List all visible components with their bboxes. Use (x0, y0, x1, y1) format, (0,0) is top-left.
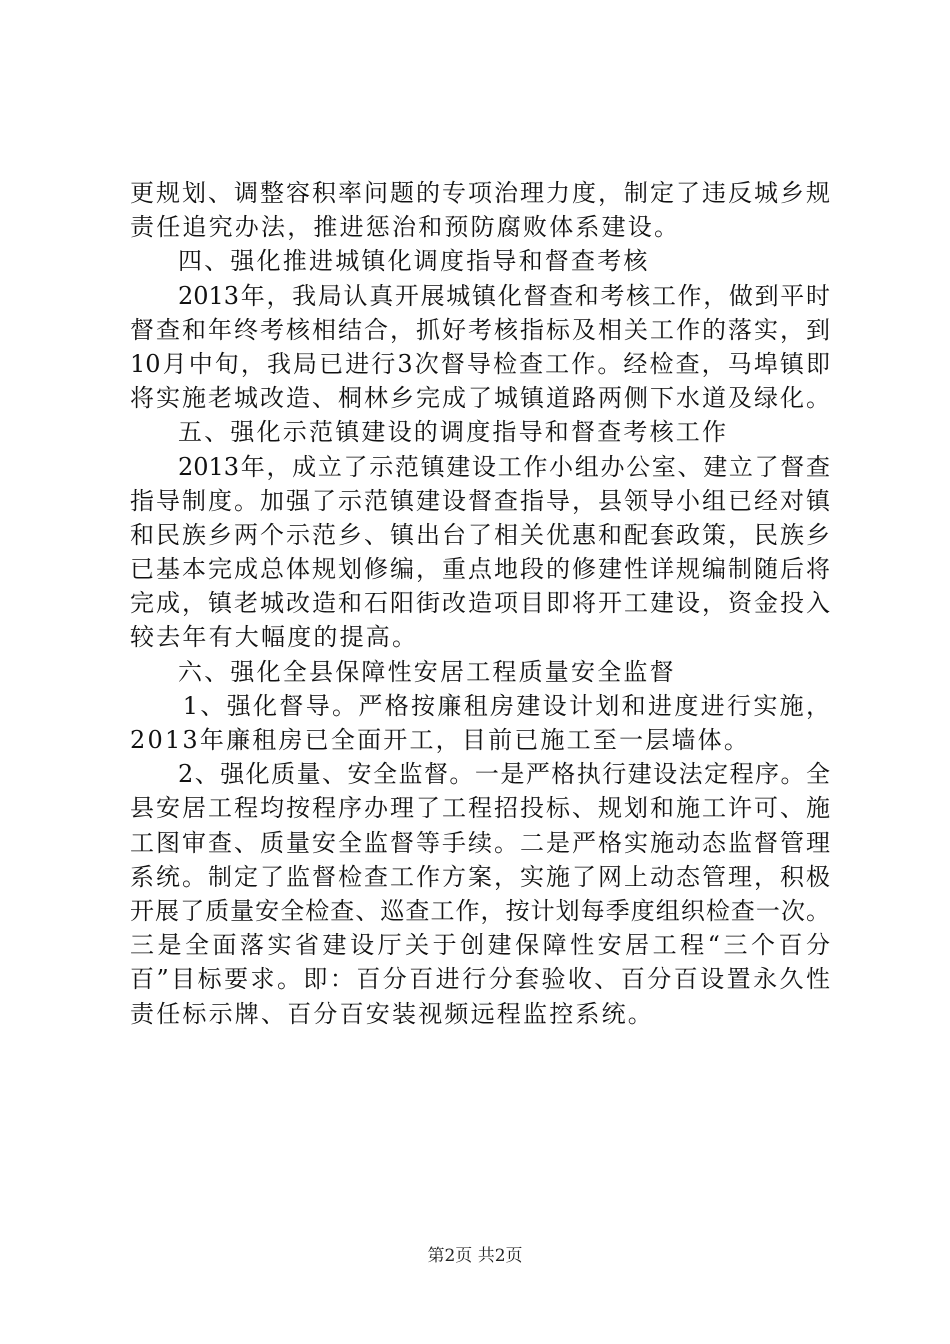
text-line: 系统。制定了监督检查工作方案，实施了网上动态管理，积极 (130, 862, 830, 891)
text-line: 五、强化示范镇建设的调度指导和督查考核工作 (178, 418, 729, 447)
text-line: 更规划、调整容积率问题的专项治理力度，制定了违反城乡规 (130, 179, 830, 207)
text-line: 完成，镇老城改造和石阳街改造项目即将开工建设，资金投入 (130, 589, 830, 618)
text-line: 指导制度。加强了示范镇建设督查指导，县领导小组已经对镇 (130, 486, 830, 515)
text-line: 工图审查、质量安全监督等手续。二是严格实施动态监督管理 (130, 828, 830, 857)
text-line: 2013年，我局认真开展城镇化督查和考核工作，做到平时 (178, 281, 830, 310)
text-line: 责任标示牌、百分百安装视频远程监控系统。 (130, 999, 654, 1028)
text-line: 责任追究办法，推进惩治和预防腐败体系建设。 (130, 213, 681, 242)
text-line: 2013年，成立了示范镇建设工作小组办公室、建立了督查 (178, 452, 830, 481)
text-line: 10月中旬，我局已进行3次督导检查工作。经检查，马埠镇即 (130, 349, 830, 378)
text-line: 较去年有大幅度的提高。 (130, 623, 419, 652)
text-line: 和民族乡两个示范乡、镇出台了相关优惠和配套政策，民族乡 (130, 520, 830, 549)
text-line: 已基本完成总体规划修编，重点地段的修建性详规编制随后将 (130, 555, 830, 584)
text-line: 督查和年终考核相结合，抓好考核指标及相关工作的落实，到 (130, 315, 830, 344)
text-line: 六、强化全县保障性安居工程质量安全监督 (178, 657, 676, 686)
document-body (130, 176, 830, 1031)
text-line: 将实施老城改造、桐林乡完成了城镇道路两侧下水道及绿化。 (130, 384, 830, 413)
text-line: 2、强化质量、安全监督。一是严格执行建设法定程序。全 (178, 760, 830, 789)
text-line: 四、强化推进城镇化调度指导和督查考核 (178, 247, 650, 276)
page-footer: 第2页 共2页 (427, 1246, 523, 1266)
text-line: 县安居工程均按程序办理了工程招投标、规划和施工许可、施 (130, 794, 830, 823)
text-line: 开展了质量安全检查、巡查工作，按计划每季度组织检查一次。 (130, 896, 830, 925)
text-line: 2013年廉租房已全面开工，目前已施工至一层墙体。 (130, 726, 751, 754)
text-line: 1、强化督导。严格按廉租房建设计划和进度进行实施， (182, 691, 830, 720)
text-line: 三是全面落实省建设厅关于创建保障性安居工程“三个百分 (130, 931, 830, 960)
text-line: 百”目标要求。即：百分百进行分套验收、百分百设置永久性 (130, 965, 830, 994)
